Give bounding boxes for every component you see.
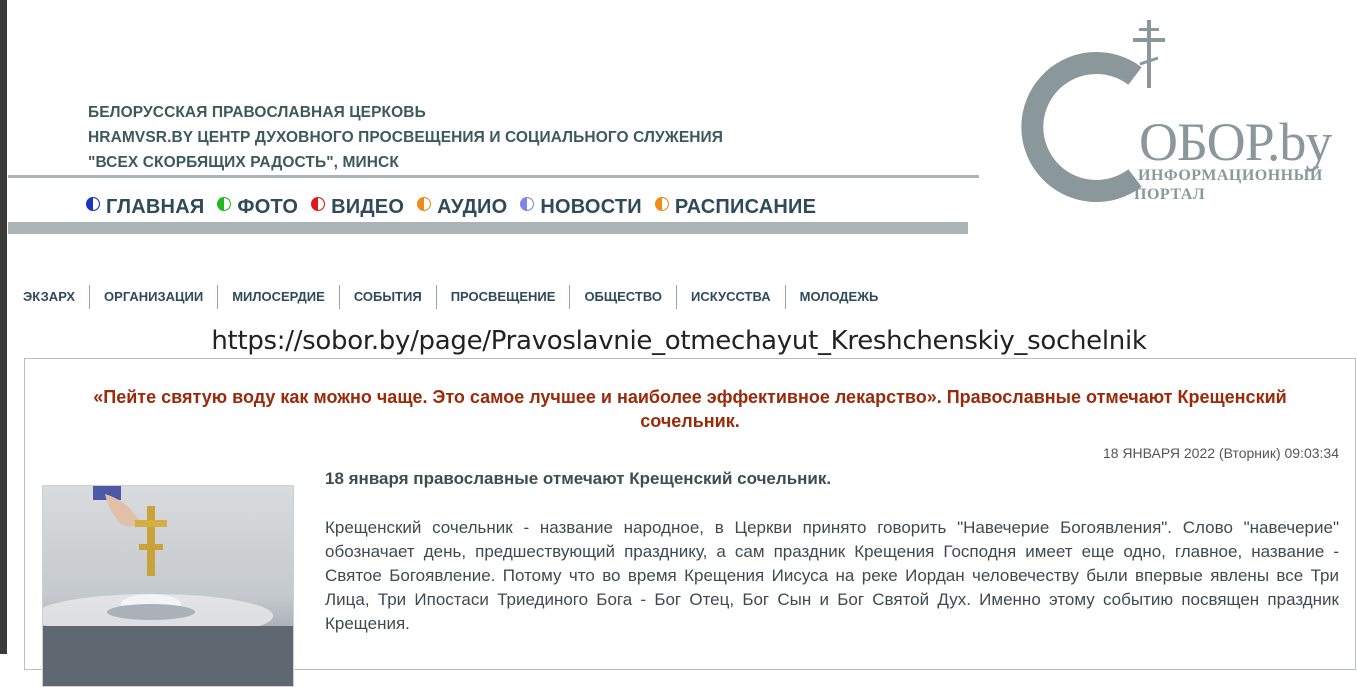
nav-label: ВИДЕО (331, 196, 405, 218)
logo-subtitle: ПОРТАЛ (1134, 186, 1206, 203)
category-link[interactable]: МИЛОСЕРДИЕ (217, 285, 339, 309)
nav-label: ФОТО (237, 196, 299, 218)
header-divider (8, 175, 979, 178)
category-link[interactable]: ОБЩЕСТВО (569, 285, 676, 309)
main-navigation (86, 196, 829, 219)
page-url-caption: https://sobor.by/page/Pravoslavnie_otmechayut_Kreshchenskiy_sochelnik (211, 326, 1147, 356)
category-link[interactable]: ПРОСВЕЩЕНИЕ (436, 285, 570, 309)
nav-label: НОВОСТИ (540, 196, 642, 218)
org-line-parish: "ВСЕХ СКОРБЯЩИХ РАДОСТЬ", МИНСК (88, 154, 399, 171)
article-date: 18 ЯНВАРЯ 2022 (Вторник) 09:03:34 (1102, 445, 1339, 461)
org-line-center: HRAMVSR.BY ЦЕНТР ДУХОВНОГО ПРОСВЕЩЕНИЯ И СОЦИАЛЬНОГО СЛУЖЕНИЯ (88, 129, 724, 146)
category-navigation (8, 285, 892, 309)
nav-item-home[interactable] (86, 196, 204, 219)
nav-item-video[interactable] (311, 196, 404, 219)
nav-item-photo[interactable] (217, 196, 298, 219)
category-link[interactable]: ЭКЗАРХ (23, 289, 76, 304)
petal-dot-icon (655, 197, 669, 211)
petal-dot-icon (311, 197, 325, 211)
nav-label: РАСПИСАНИЕ (674, 196, 817, 218)
article-container (24, 358, 1356, 670)
petal-dot-icon (86, 197, 100, 211)
svg-text:ОБОР.by: ОБОР.by (1139, 112, 1332, 172)
nav-underline-bar (8, 222, 968, 234)
petal-dot-icon (217, 197, 231, 211)
article-title: «Пейте святую воду как можно чаще. Это самое лучшее и наиболее эффективное лекарство». Православные отмечают Крещенский сочельник. (93, 387, 1287, 431)
category-link[interactable]: ИСКУССТВА (676, 285, 785, 309)
cross-in-water-image (43, 486, 293, 686)
category-link[interactable]: ОРГАНИЗАЦИИ (89, 285, 217, 309)
article-body: Крещенский сочельник - название народное, в Церкви принято говорить "Навечерие Богоявления". Слово "навечерие" обозначает день, предшествующий празднику, а сам праздник Крещения Господня имеет еще одно, главное, название - Святое Богоявление. Потому что во время Крещения Иисуса на реке Иордан человечеству были впервые явлены все Три Лица, Три Ипостаси Триединого Бога - Бог Отец, Бог Сын и Бог Святой Дух. Именно этому событию посвящен праздник Крещения. (325, 518, 1339, 633)
petal-dot-icon (417, 197, 431, 211)
nav-label: АУДИО (437, 196, 508, 218)
category-link[interactable]: СОБЫТИЯ (339, 285, 436, 309)
article-lead: 18 января православные отмечают Крещенский сочельник. (325, 469, 832, 488)
nav-item-audio[interactable] (417, 196, 507, 219)
nav-item-schedule[interactable] (655, 196, 816, 219)
organization-header (88, 100, 723, 175)
petal-dot-icon (520, 197, 534, 211)
article-image[interactable] (42, 485, 294, 687)
nav-label: ГЛАВНАЯ (106, 196, 205, 218)
nav-item-news[interactable] (520, 196, 641, 219)
category-link[interactable]: МОЛОДЕЖЬ (785, 285, 893, 309)
logo-subtitle: ИНФОРМАЦИОННЫЙ (1138, 167, 1323, 184)
org-line-church: БЕЛОРУССКАЯ ПРАВОСЛАВНАЯ ЦЕРКОВЬ (88, 104, 426, 121)
